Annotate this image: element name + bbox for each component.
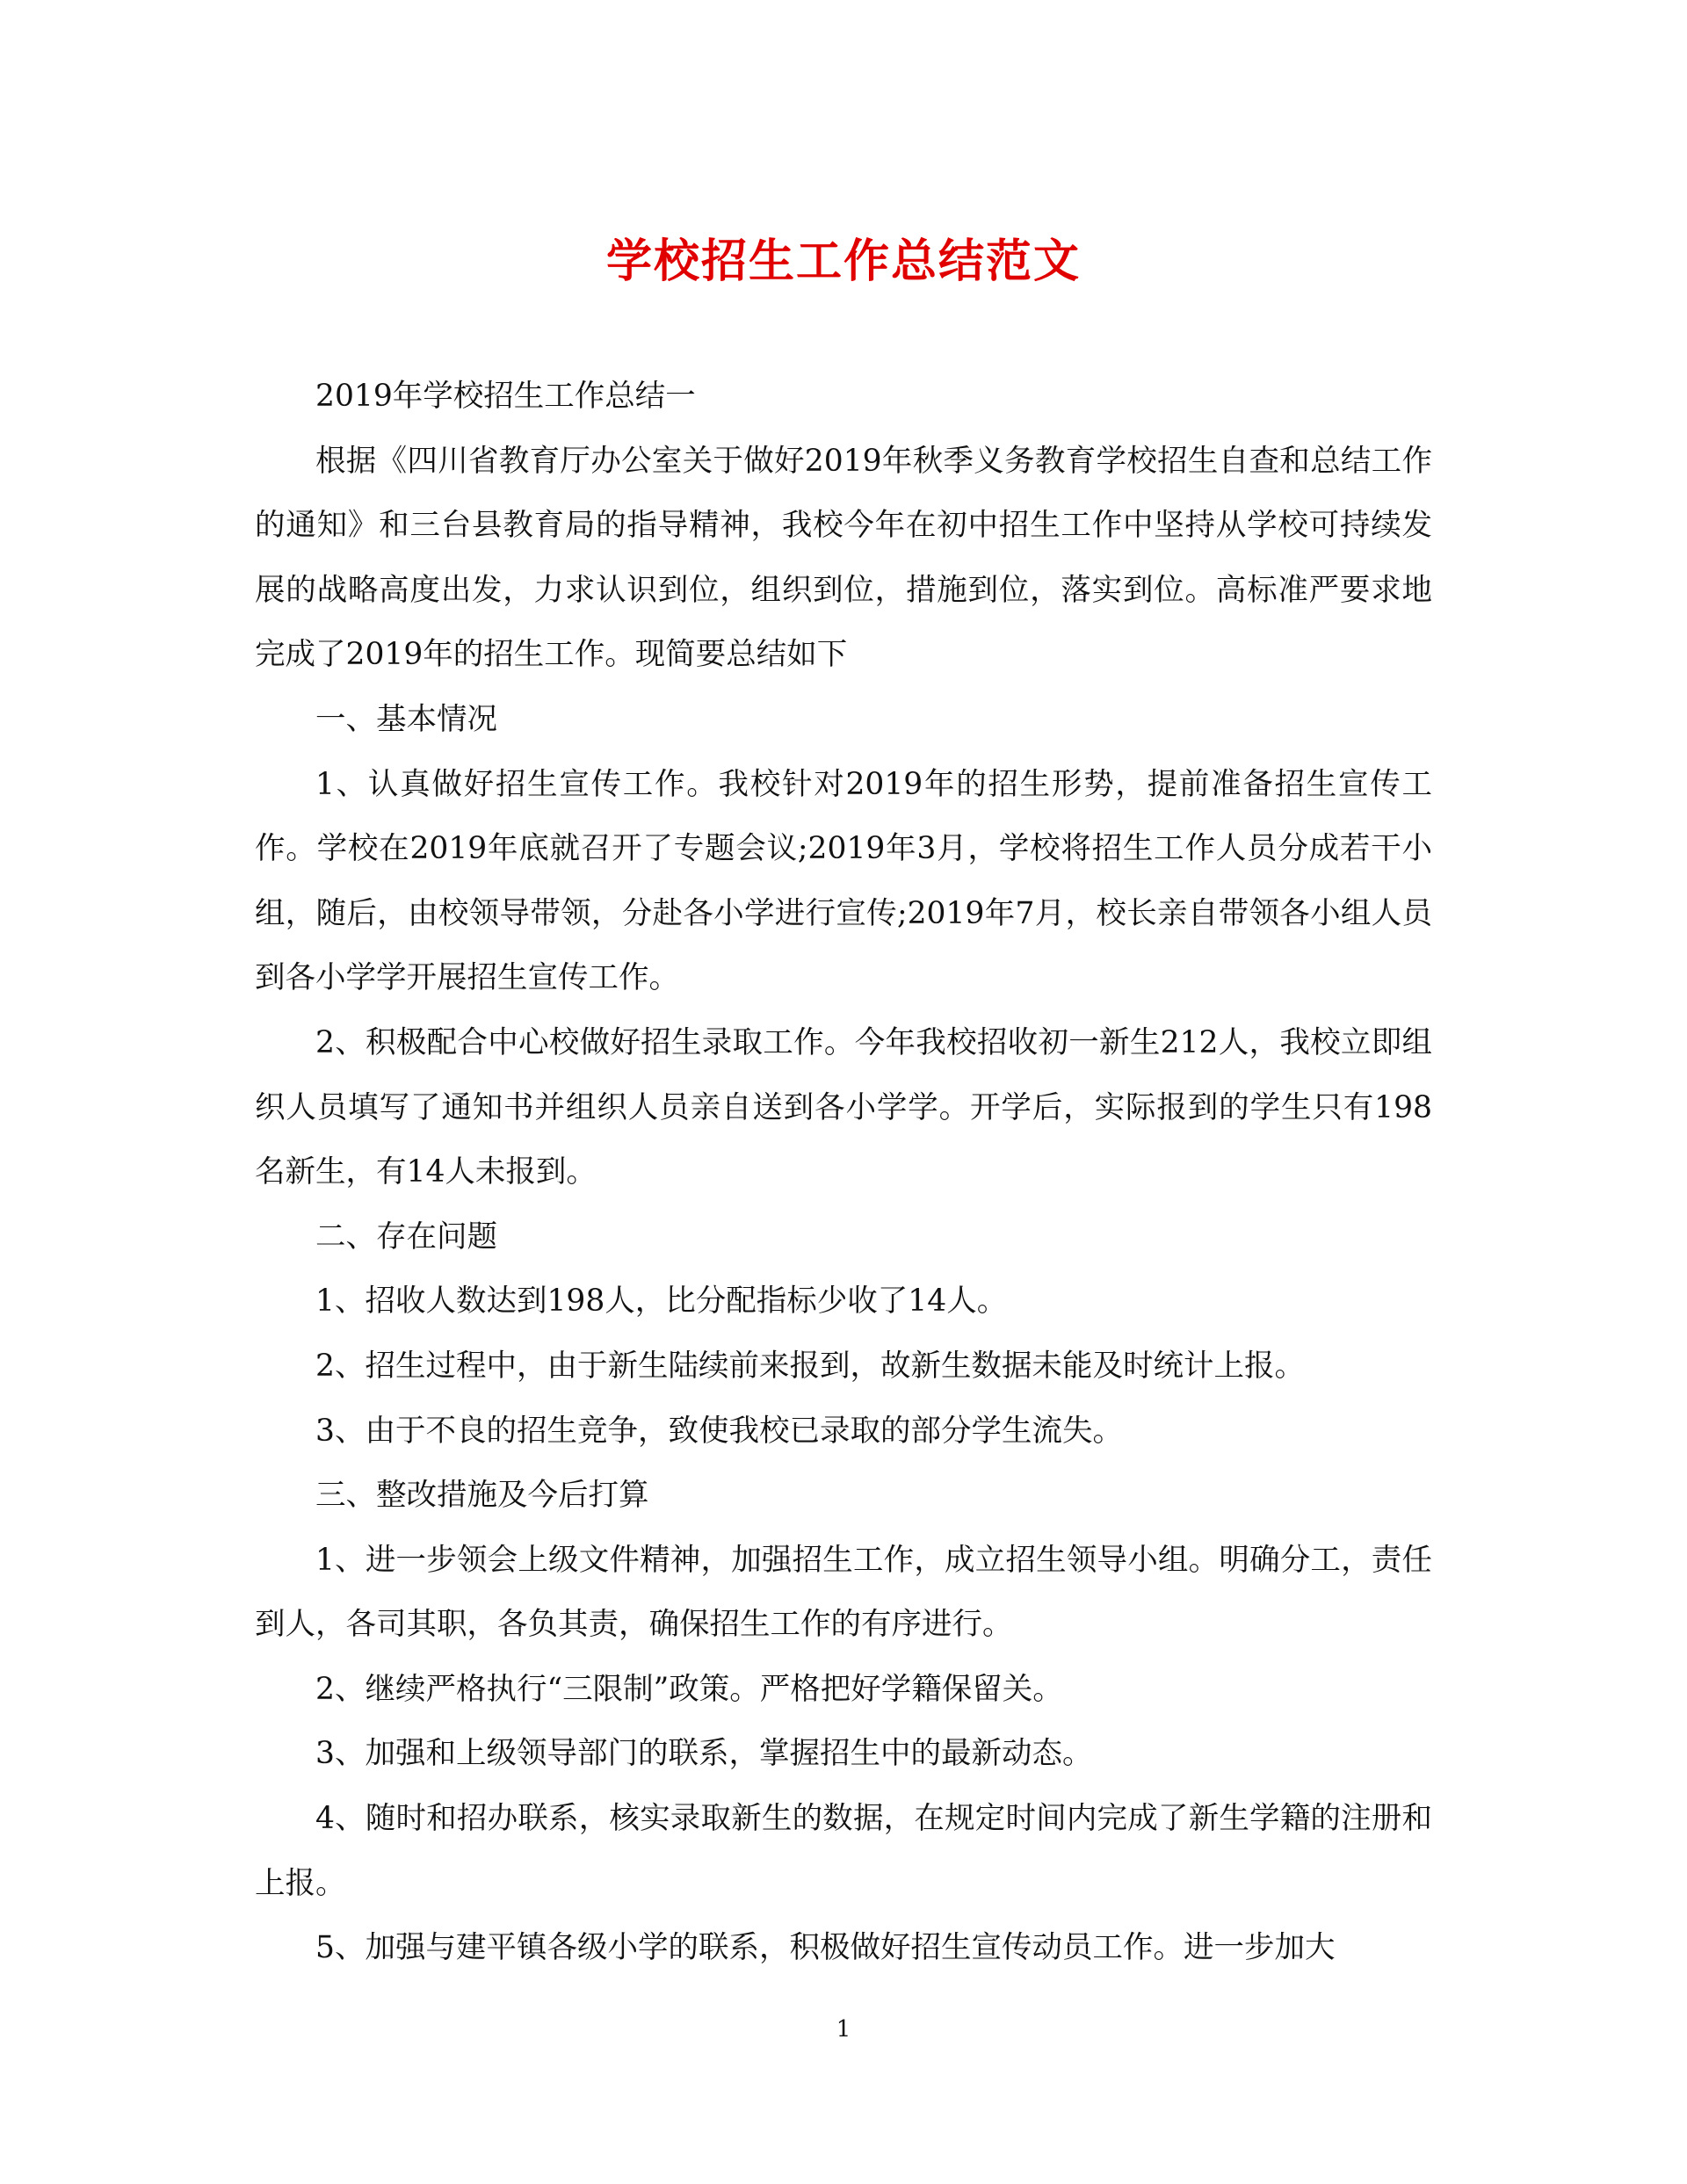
document-title: 学校招生工作总结范文 <box>605 235 1081 288</box>
body-paragraph: 1、进一步领会上级文件精神，加强招生工作，成立招生领导小组。明确分工，责任到人，各司其职，各负其责，确保招生工作的有序进行。 <box>255 1542 1432 1643</box>
page-number: 1 <box>836 2016 851 2043</box>
section-heading: 三、整改措施及今后打算 <box>315 1478 649 1514</box>
body-paragraph: 2、继续严格执行“三限制”政策。严格把好学籍保留关。 <box>315 1671 1063 1707</box>
body-paragraph: 2、积极配合中心校做好招生录取工作。今年我校招收初一新生212人，我校立即组织人员填写了通知书并组织人员亲自送到各小学学。开学后，实际报到的学生只有198名新生，有14人未报到。 <box>255 1024 1432 1190</box>
body-paragraph: 3、由于不良的招生竞争，致使我校已录取的部分学生流失。 <box>315 1413 1123 1449</box>
section-heading: 一、基本情况 <box>315 701 497 737</box>
section-heading: 二、存在问题 <box>315 1219 497 1255</box>
body-paragraph: 2、招生过程中，由于新生陆续前来报到，故新生数据未能及时统计上报。 <box>315 1348 1305 1384</box>
body-paragraph: 5、加强与建平镇各级小学的联系，积极做好招生宣传动员工作。进一步加大 <box>315 1930 1336 1966</box>
body-paragraph: 1、认真做好招生宣传工作。我校针对2019年的招生形势，提前准备招生宣传工作。学校在2019年底就召开了专题会议;2019年3月，学校将招生工作人员分成若干小组，随后，由校领导带领，分赴各小学进行宣传;2019年7月，校长亲自带领各小组人员到各小学学开展招生宣传工作。 <box>255 766 1432 996</box>
body-paragraph: 4、随时和招办联系，核实录取新生的数据，在规定时间内完成了新生学籍的注册和上报。 <box>255 1801 1432 1901</box>
body-paragraph: 根据《四川省教育厅办公室关于做好2019年秋季义务教育学校招生自查和总结工作的通知》和三台县教育局的指导精神，我校今年在初中招生工作中坚持从学校可持续发展的战略高度出发，力求认识到位，组织到位，措施到位，落实到位。高标准严要求地完成了2019年的招生工作。现简要总结如下 <box>255 443 1432 673</box>
body-paragraph: 3、加强和上级领导部门的联系，掌握招生中的最新动态。 <box>315 1736 1093 1772</box>
body-paragraph: 1、招收人数达到198人，比分配指标少收了14人。 <box>315 1284 1008 1320</box>
document-body <box>255 365 1432 1981</box>
section-heading: 2019年学校招生工作总结一 <box>315 379 696 414</box>
